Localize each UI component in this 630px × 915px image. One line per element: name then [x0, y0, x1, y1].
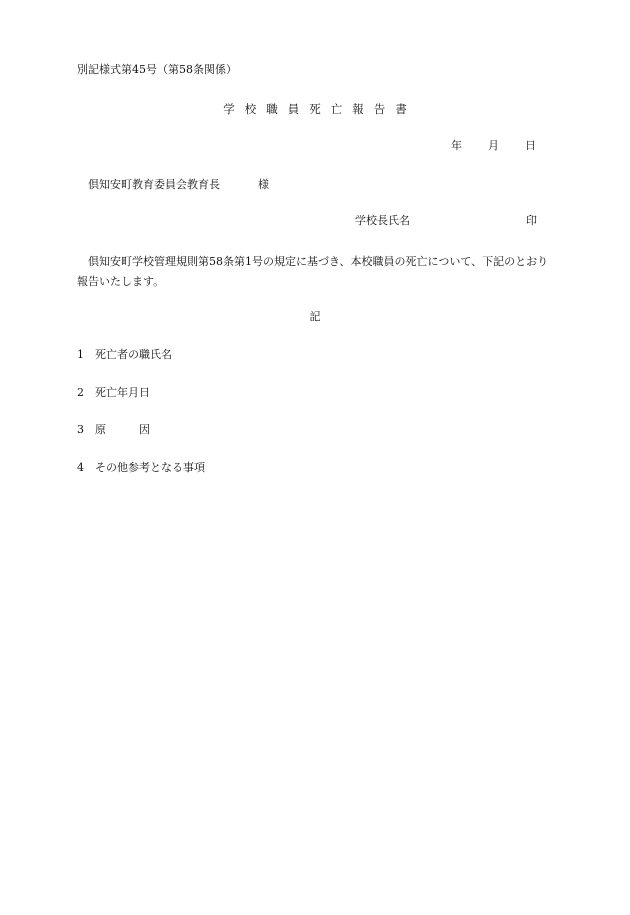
item-number: 3 — [77, 423, 84, 436]
item-label: 死亡年月日 — [95, 386, 150, 399]
addressee-line — [88, 178, 269, 192]
ki-heading: 記 — [309, 310, 321, 323]
date-day: 日 — [525, 139, 536, 152]
list-item — [77, 348, 172, 362]
list-item — [77, 423, 150, 437]
seal-mark: 印 — [526, 214, 537, 227]
principal-line — [355, 214, 537, 228]
item-label: 死亡者の職氏名 — [95, 348, 172, 361]
list-item — [77, 461, 205, 475]
title-char: 書 — [395, 102, 407, 116]
item-number: 2 — [77, 386, 84, 399]
addressee-name: 倶知安町教育委員会教育長 — [88, 178, 220, 191]
principal-label: 学校長氏名 — [355, 214, 410, 227]
item-label-part: 因 — [139, 423, 150, 436]
addressee-honorific: 様 — [258, 178, 269, 191]
document-title — [0, 102, 630, 116]
item-number: 1 — [77, 348, 84, 361]
title-char: 職 — [266, 102, 278, 116]
title-char: 死 — [309, 102, 321, 116]
date-year: 年 — [451, 139, 462, 152]
body-paragraph: 倶知安町学校管理規則第58条第1号の規定に基づき、本校職員の死亡について、下記のとおり報告いたします。 — [77, 255, 549, 288]
item-label: その他参考となる事項 — [95, 461, 205, 474]
title-char: 報 — [352, 102, 364, 116]
date-month: 月 — [488, 139, 499, 152]
title-char: 亡 — [330, 102, 343, 116]
title-char: 学 — [223, 102, 235, 116]
form-number: 別記様式第45号（第58条関係） — [77, 63, 237, 76]
title-char: 校 — [244, 102, 257, 116]
list-item — [77, 386, 150, 400]
item-label-part: 原 — [95, 423, 106, 436]
title-char: 告 — [373, 102, 386, 116]
date-line — [451, 139, 536, 153]
title-char: 員 — [287, 102, 300, 116]
item-number: 4 — [77, 461, 84, 474]
